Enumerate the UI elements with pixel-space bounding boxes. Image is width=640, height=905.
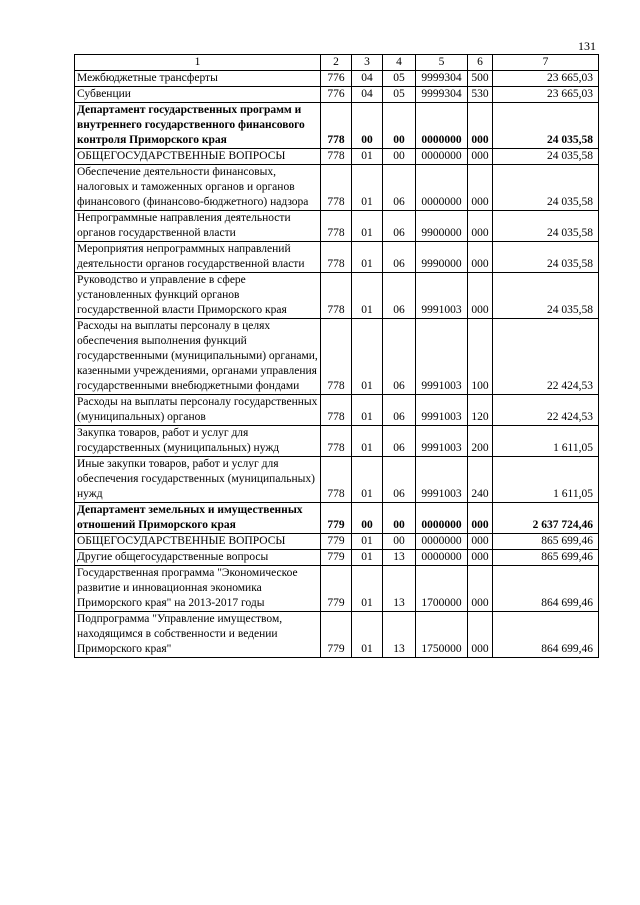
row-expense-type: 240 bbox=[468, 457, 493, 503]
row-target-article: 0000000 bbox=[416, 534, 468, 550]
table-row bbox=[75, 566, 599, 612]
row-admin-code: 778 bbox=[321, 211, 352, 242]
row-amount: 23 665,03 bbox=[493, 71, 599, 87]
row-section-code: 01 bbox=[352, 395, 383, 426]
table-row bbox=[75, 165, 599, 211]
row-amount: 864 699,46 bbox=[493, 566, 599, 612]
row-amount: 24 035,58 bbox=[493, 273, 599, 319]
row-expense-type: 000 bbox=[468, 503, 493, 534]
row-amount: 24 035,58 bbox=[493, 165, 599, 211]
row-name: Непрограммные направления деятельности органов государственной власти bbox=[75, 211, 321, 242]
row-admin-code: 779 bbox=[321, 612, 352, 658]
row-name: Другие общегосударственные вопросы bbox=[75, 550, 321, 566]
row-expense-type: 100 bbox=[468, 319, 493, 395]
row-target-article: 9900000 bbox=[416, 211, 468, 242]
row-admin-code: 778 bbox=[321, 273, 352, 319]
row-amount: 24 035,58 bbox=[493, 103, 599, 149]
row-name: Руководство и управление в сфере установленных функций органов государственной власти Приморского края bbox=[75, 273, 321, 319]
row-name: ОБЩЕГОСУДАРСТВЕННЫЕ ВОПРОСЫ bbox=[75, 534, 321, 550]
row-amount: 22 424,53 bbox=[493, 395, 599, 426]
row-target-article: 9991003 bbox=[416, 457, 468, 503]
row-section-code: 01 bbox=[352, 457, 383, 503]
row-expense-type: 000 bbox=[468, 273, 493, 319]
row-admin-code: 778 bbox=[321, 242, 352, 273]
row-subsection-code: 06 bbox=[383, 211, 416, 242]
row-amount: 24 035,58 bbox=[493, 211, 599, 242]
table-row bbox=[75, 503, 599, 534]
row-expense-type: 200 bbox=[468, 426, 493, 457]
table-row bbox=[75, 319, 599, 395]
row-admin-code: 776 bbox=[321, 71, 352, 87]
row-admin-code: 778 bbox=[321, 319, 352, 395]
row-section-code: 00 bbox=[352, 503, 383, 534]
row-amount: 865 699,46 bbox=[493, 550, 599, 566]
row-amount: 1 611,05 bbox=[493, 426, 599, 457]
row-section-code: 01 bbox=[352, 149, 383, 165]
table-row bbox=[75, 87, 599, 103]
row-subsection-code: 06 bbox=[383, 165, 416, 211]
row-name: Подпрограмма "Управление имуществом, находящимся в собственности и ведении Приморского края" bbox=[75, 612, 321, 658]
row-target-article: 1700000 bbox=[416, 566, 468, 612]
table-row bbox=[75, 612, 599, 658]
row-target-article: 9999304 bbox=[416, 87, 468, 103]
table-row bbox=[75, 550, 599, 566]
row-target-article: 0000000 bbox=[416, 103, 468, 149]
row-target-article: 9991003 bbox=[416, 426, 468, 457]
row-admin-code: 779 bbox=[321, 534, 352, 550]
row-amount: 864 699,46 bbox=[493, 612, 599, 658]
row-name: Межбюджетные трансферты bbox=[75, 71, 321, 87]
row-target-article: 9999304 bbox=[416, 71, 468, 87]
row-expense-type: 000 bbox=[468, 612, 493, 658]
row-name: Департамент государственных программ и внутреннего государственного финансового контроля Приморского края bbox=[75, 103, 321, 149]
row-amount: 2 637 724,46 bbox=[493, 503, 599, 534]
row-target-article: 9991003 bbox=[416, 273, 468, 319]
row-target-article: 1750000 bbox=[416, 612, 468, 658]
table-row bbox=[75, 242, 599, 273]
row-subsection-code: 06 bbox=[383, 457, 416, 503]
row-target-article: 9991003 bbox=[416, 395, 468, 426]
table-body bbox=[75, 71, 599, 658]
table-row bbox=[75, 534, 599, 550]
row-section-code: 01 bbox=[352, 566, 383, 612]
row-admin-code: 779 bbox=[321, 550, 352, 566]
row-name: Субвенции bbox=[75, 87, 321, 103]
row-subsection-code: 13 bbox=[383, 612, 416, 658]
row-target-article: 0000000 bbox=[416, 503, 468, 534]
row-section-code: 01 bbox=[352, 319, 383, 395]
row-target-article: 9991003 bbox=[416, 319, 468, 395]
row-amount: 23 665,03 bbox=[493, 87, 599, 103]
row-subsection-code: 00 bbox=[383, 503, 416, 534]
row-section-code: 01 bbox=[352, 426, 383, 457]
row-section-code: 01 bbox=[352, 242, 383, 273]
row-amount: 22 424,53 bbox=[493, 319, 599, 395]
row-subsection-code: 06 bbox=[383, 242, 416, 273]
row-name: Закупка товаров, работ и услуг для государственных (муниципальных) нужд bbox=[75, 426, 321, 457]
row-admin-code: 776 bbox=[321, 87, 352, 103]
row-subsection-code: 13 bbox=[383, 550, 416, 566]
row-name: Обеспечение деятельности финансовых, налоговых и таможенных органов и органов финансового (финансово-бюджетного) надзора bbox=[75, 165, 321, 211]
column-header: 5 bbox=[416, 55, 468, 71]
row-amount: 24 035,58 bbox=[493, 242, 599, 273]
page-number: 131 bbox=[578, 39, 596, 53]
row-expense-type: 000 bbox=[468, 550, 493, 566]
row-admin-code: 778 bbox=[321, 426, 352, 457]
column-header: 1 bbox=[75, 55, 321, 71]
row-subsection-code: 00 bbox=[383, 534, 416, 550]
row-subsection-code: 06 bbox=[383, 319, 416, 395]
row-section-code: 01 bbox=[352, 273, 383, 319]
budget-table bbox=[74, 54, 599, 658]
row-expense-type: 000 bbox=[468, 566, 493, 612]
row-expense-type: 530 bbox=[468, 87, 493, 103]
row-expense-type: 120 bbox=[468, 395, 493, 426]
row-amount: 865 699,46 bbox=[493, 534, 599, 550]
column-header: 6 bbox=[468, 55, 493, 71]
row-section-code: 01 bbox=[352, 612, 383, 658]
row-name: Департамент земельных и имущественных отношений Приморского края bbox=[75, 503, 321, 534]
row-expense-type: 000 bbox=[468, 165, 493, 211]
row-admin-code: 778 bbox=[321, 103, 352, 149]
row-subsection-code: 06 bbox=[383, 426, 416, 457]
row-amount: 24 035,58 bbox=[493, 149, 599, 165]
row-name: Расходы на выплаты персоналу в целях обеспечения выполнения функций государственными (муниципальными) органами, казенными учреждениями, органами управления государственными внебюджетными фондами bbox=[75, 319, 321, 395]
row-section-code: 01 bbox=[352, 550, 383, 566]
table-header-row bbox=[75, 55, 599, 71]
row-admin-code: 778 bbox=[321, 149, 352, 165]
table-row bbox=[75, 457, 599, 503]
row-admin-code: 778 bbox=[321, 457, 352, 503]
row-expense-type: 000 bbox=[468, 534, 493, 550]
row-expense-type: 000 bbox=[468, 211, 493, 242]
row-subsection-code: 13 bbox=[383, 566, 416, 612]
table-row bbox=[75, 426, 599, 457]
row-section-code: 00 bbox=[352, 103, 383, 149]
table-row bbox=[75, 211, 599, 242]
row-target-article: 0000000 bbox=[416, 149, 468, 165]
row-name: Государственная программа "Экономическое развитие и инновационная экономика Приморского края" на 2013-2017 годы bbox=[75, 566, 321, 612]
row-subsection-code: 05 bbox=[383, 71, 416, 87]
row-admin-code: 779 bbox=[321, 503, 352, 534]
table-row bbox=[75, 395, 599, 426]
row-target-article: 9990000 bbox=[416, 242, 468, 273]
column-header: 3 bbox=[352, 55, 383, 71]
table-row bbox=[75, 103, 599, 149]
row-name: Мероприятия непрограммных направлений деятельности органов государственной власти bbox=[75, 242, 321, 273]
row-section-code: 01 bbox=[352, 534, 383, 550]
row-section-code: 04 bbox=[352, 87, 383, 103]
row-admin-code: 778 bbox=[321, 395, 352, 426]
row-admin-code: 779 bbox=[321, 566, 352, 612]
table-row bbox=[75, 273, 599, 319]
column-header: 2 bbox=[321, 55, 352, 71]
row-subsection-code: 05 bbox=[383, 87, 416, 103]
row-amount: 1 611,05 bbox=[493, 457, 599, 503]
table-row bbox=[75, 149, 599, 165]
row-subsection-code: 06 bbox=[383, 273, 416, 319]
row-expense-type: 000 bbox=[468, 103, 493, 149]
row-name: Расходы на выплаты персоналу государственных (муниципальных) органов bbox=[75, 395, 321, 426]
column-header: 7 bbox=[493, 55, 599, 71]
table-row bbox=[75, 71, 599, 87]
column-header: 4 bbox=[383, 55, 416, 71]
row-name: Иные закупки товаров, работ и услуг для обеспечения государственных (муниципальных) нужд bbox=[75, 457, 321, 503]
row-section-code: 04 bbox=[352, 71, 383, 87]
row-target-article: 0000000 bbox=[416, 550, 468, 566]
row-name: ОБЩЕГОСУДАРСТВЕННЫЕ ВОПРОСЫ bbox=[75, 149, 321, 165]
row-subsection-code: 06 bbox=[383, 395, 416, 426]
row-subsection-code: 00 bbox=[383, 103, 416, 149]
row-section-code: 01 bbox=[352, 211, 383, 242]
row-subsection-code: 00 bbox=[383, 149, 416, 165]
row-expense-type: 000 bbox=[468, 242, 493, 273]
row-expense-type: 500 bbox=[468, 71, 493, 87]
row-expense-type: 000 bbox=[468, 149, 493, 165]
row-section-code: 01 bbox=[352, 165, 383, 211]
row-admin-code: 778 bbox=[321, 165, 352, 211]
row-target-article: 0000000 bbox=[416, 165, 468, 211]
